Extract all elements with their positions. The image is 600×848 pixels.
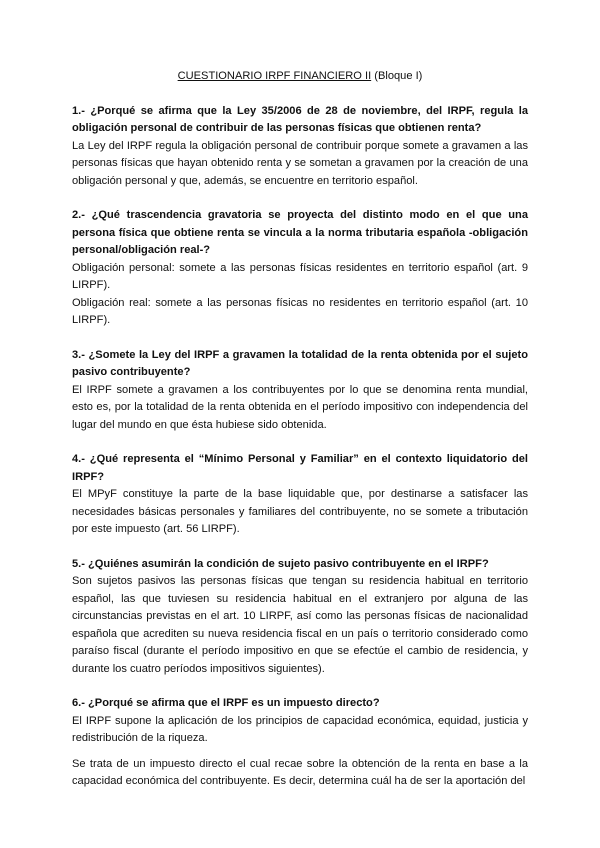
section-6 xyxy=(72,695,528,791)
answer-2-real: Obligación real: somete a las personas físicas no residentes en territorio español (art. 10 LIRPF). xyxy=(72,296,528,326)
answer-6-principles: El IRPF supone la aplicación de los principios de capacidad económica, equidad, justicia y redistribución de la riqueza. xyxy=(72,714,528,744)
answer-6-direct-tax: Se trata de un impuesto directo el cual recae sobre la obtención de la renta en base a la capacidad económica del contribuyente. Es decir, determina cuál ha de ser la aportación del xyxy=(72,757,528,787)
question-4: 4.- ¿Qué representa el “Mínimo Personal y Familiar” en el contexto liquidatorio del IRPF? xyxy=(72,453,528,483)
section-4 xyxy=(72,451,528,539)
section-3 xyxy=(72,347,528,435)
document-page xyxy=(72,68,528,808)
answer-5: Son sujetos pasivos las personas físicas que tengan su residencia habitual en territorio español, las que tuviesen su residencia habitual en el extranjero por alguna de las circunstancias previstas en el art. 10 LIRPF, así como las personas físicas de nacionalidad española que acrediten su nueva residencia fiscal en un país o territorio considerado como paraíso fiscal (durante el período impositivo en que se efectúe el cambio de residencia, y durante los cuatro períodos impositivos siguientes). xyxy=(72,575,528,675)
question-2: 2.- ¿Qué trascendencia gravatoria se proyecta del distinto modo en el que una persona física que obtiene renta se vincula a la norma tributaria española -obligación personal/obligación real-? xyxy=(72,209,528,256)
question-3: 3.- ¿Somete la Ley del IRPF a gravamen la totalidad de la renta obtenida por el sujeto pasivo contribuyente? xyxy=(72,348,528,378)
section-1 xyxy=(72,103,528,191)
answer-3: El IRPF somete a gravamen a los contribuyentes por lo que se denomina renta mundial, esto es, por la totalidad de la renta obtenida en el período impositivo con independencia del lugar del mundo en que ésta hubiese sido obtenida. xyxy=(72,383,528,431)
section-5 xyxy=(72,556,528,679)
question-6: 6.- ¿Porqué se afirma que el IRPF es un impuesto directo? xyxy=(72,697,380,709)
document-title xyxy=(72,68,528,86)
answer-1: La Ley del IRPF regula la obligación personal de contribuir porque somete a gravamen a las personas físicas que hayan obtenido renta y se sometan a gravamen por la creación de una obligación personal y que, además, se encuentre en territorio español. xyxy=(72,139,528,187)
document-title-main: CUESTIONARIO IRPF FINANCIERO II xyxy=(177,70,372,82)
answer-2-personal: Obligación personal: somete a las personas físicas residentes en territorio español (art. 9 LIRPF). xyxy=(72,261,528,291)
question-5: 5.- ¿Quiénes asumirán la condición de sujeto pasivo contribuyente en el IRPF? xyxy=(72,557,489,570)
document-title-suffix: (Bloque I) xyxy=(371,70,423,82)
answer-4: El MPyF constituye la parte de la base liquidable que, por destinarse a satisfacer las necesidades básicas personales y familiares del contribuyente, no se somete a tributación por este impuesto (art. 56 LIRPF). xyxy=(72,488,528,535)
paragraph-gap xyxy=(72,748,528,756)
section-2 xyxy=(72,207,528,330)
question-1: 1.- ¿Porqué se afirma que la Ley 35/2006 de 28 de noviembre, del IRPF, regula la obligación personal de contribuir de las personas físicas que obtienen renta? xyxy=(72,104,528,134)
